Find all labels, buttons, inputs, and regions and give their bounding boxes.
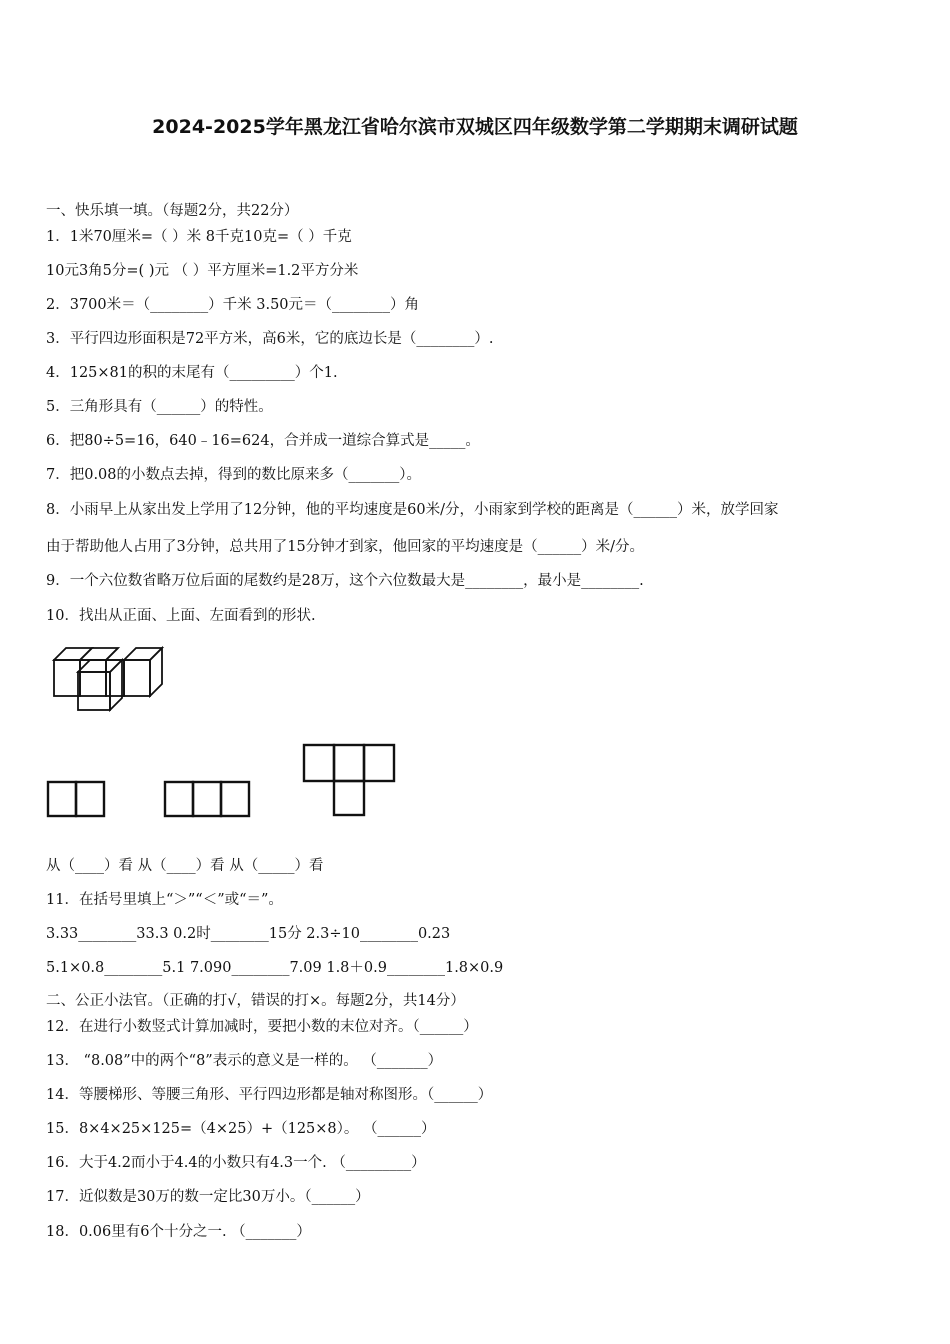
cube-arrangement-figure <box>50 644 170 714</box>
section-two-heading: 二、公正小法官。（正确的打√，错误的打×。每题2分，共14分） <box>46 993 465 1009</box>
section-one-heading: 一、快乐填一填。（每题2分，共22分） <box>46 203 299 219</box>
question-8a: 8．小雨早上从家出发上学用了12分钟，他的平均速度是60米/分，小雨家到学校的距离是（______）米，放学回家 <box>46 502 779 518</box>
page-title: 2024-2025学年黑龙江省哈尔滨市双城区四年级数学第二学期期末调研试题 <box>152 116 798 138</box>
question-14: 14．等腰梯形、等腰三角形、平行四边形都是轴对称图形。（______） <box>46 1087 493 1103</box>
question-4: 4．125×81的积的末尾有（_________）个1. <box>46 365 338 381</box>
question-16: 16．大于4.2而小于4.4的小数只有4.3一个. （_________） <box>46 1155 426 1171</box>
question-10: 10．找出从正面、上面、左面看到的形状. <box>46 608 316 624</box>
question-12: 12．在进行小数竖式计算加减时，要把小数的末位对齐。（______） <box>46 1019 478 1035</box>
question-3: 3．平行四边形面积是72平方米，高6米，它的底边长是（________）. <box>46 331 494 347</box>
view-shape-t-shape <box>302 743 398 819</box>
question-10-views: 从（____）看 从（____）看 从（_____）看 <box>46 858 324 874</box>
question-7: 7．把0.08的小数点去掉，得到的数比原来多（_______）。 <box>46 467 422 483</box>
question-11a: 3.33________33.3 0.2时________15分 2.3÷10________0.23 <box>46 926 451 942</box>
question-15: 15．8×4×25×125=（4×25）+（125×8）。 （______） <box>46 1121 436 1137</box>
question-17: 17．近似数是30万的数一定比30万小。（______） <box>46 1189 370 1205</box>
question-9: 9．一个六位数省略万位后面的尾数约是28万，这个六位数最大是________，最小是________. <box>46 573 644 589</box>
question-2: 2．3700米＝（________）千米 3.50元＝（________）角 <box>46 297 420 313</box>
question-11: 11．在括号里填上“＞”“＜”或“＝”。 <box>46 892 283 908</box>
question-13: 13． “8.08”中的两个“8”表示的意义是一样的。 （_______） <box>46 1053 443 1069</box>
view-shape-two-squares <box>46 780 108 820</box>
question-18: 18．0.06里有6个十分之一. （_______） <box>46 1224 311 1240</box>
question-1b: 10元3角5分=( )元 （ ）平方厘米=1.2平方分米 <box>46 263 359 279</box>
question-8b: 由于帮助他人占用了3分钟，总共用了15分钟才到家，他回家的平均速度是（______）米/分。 <box>46 539 645 555</box>
question-6: 6．把80÷5=16，640﹣16=624，合并成一道综合算式是_____。 <box>46 433 480 449</box>
question-11b: 5.1×0.8________5.1 7.090________7.09 1.8＋0.9________1.8×0.9 <box>46 960 504 976</box>
view-shape-three-squares <box>163 780 255 820</box>
question-5: 5．三角形具有（______）的特性。 <box>46 399 273 415</box>
question-1a: 1．1米70厘米=（ ）米 8千克10克=（ ）千克 <box>46 229 352 245</box>
